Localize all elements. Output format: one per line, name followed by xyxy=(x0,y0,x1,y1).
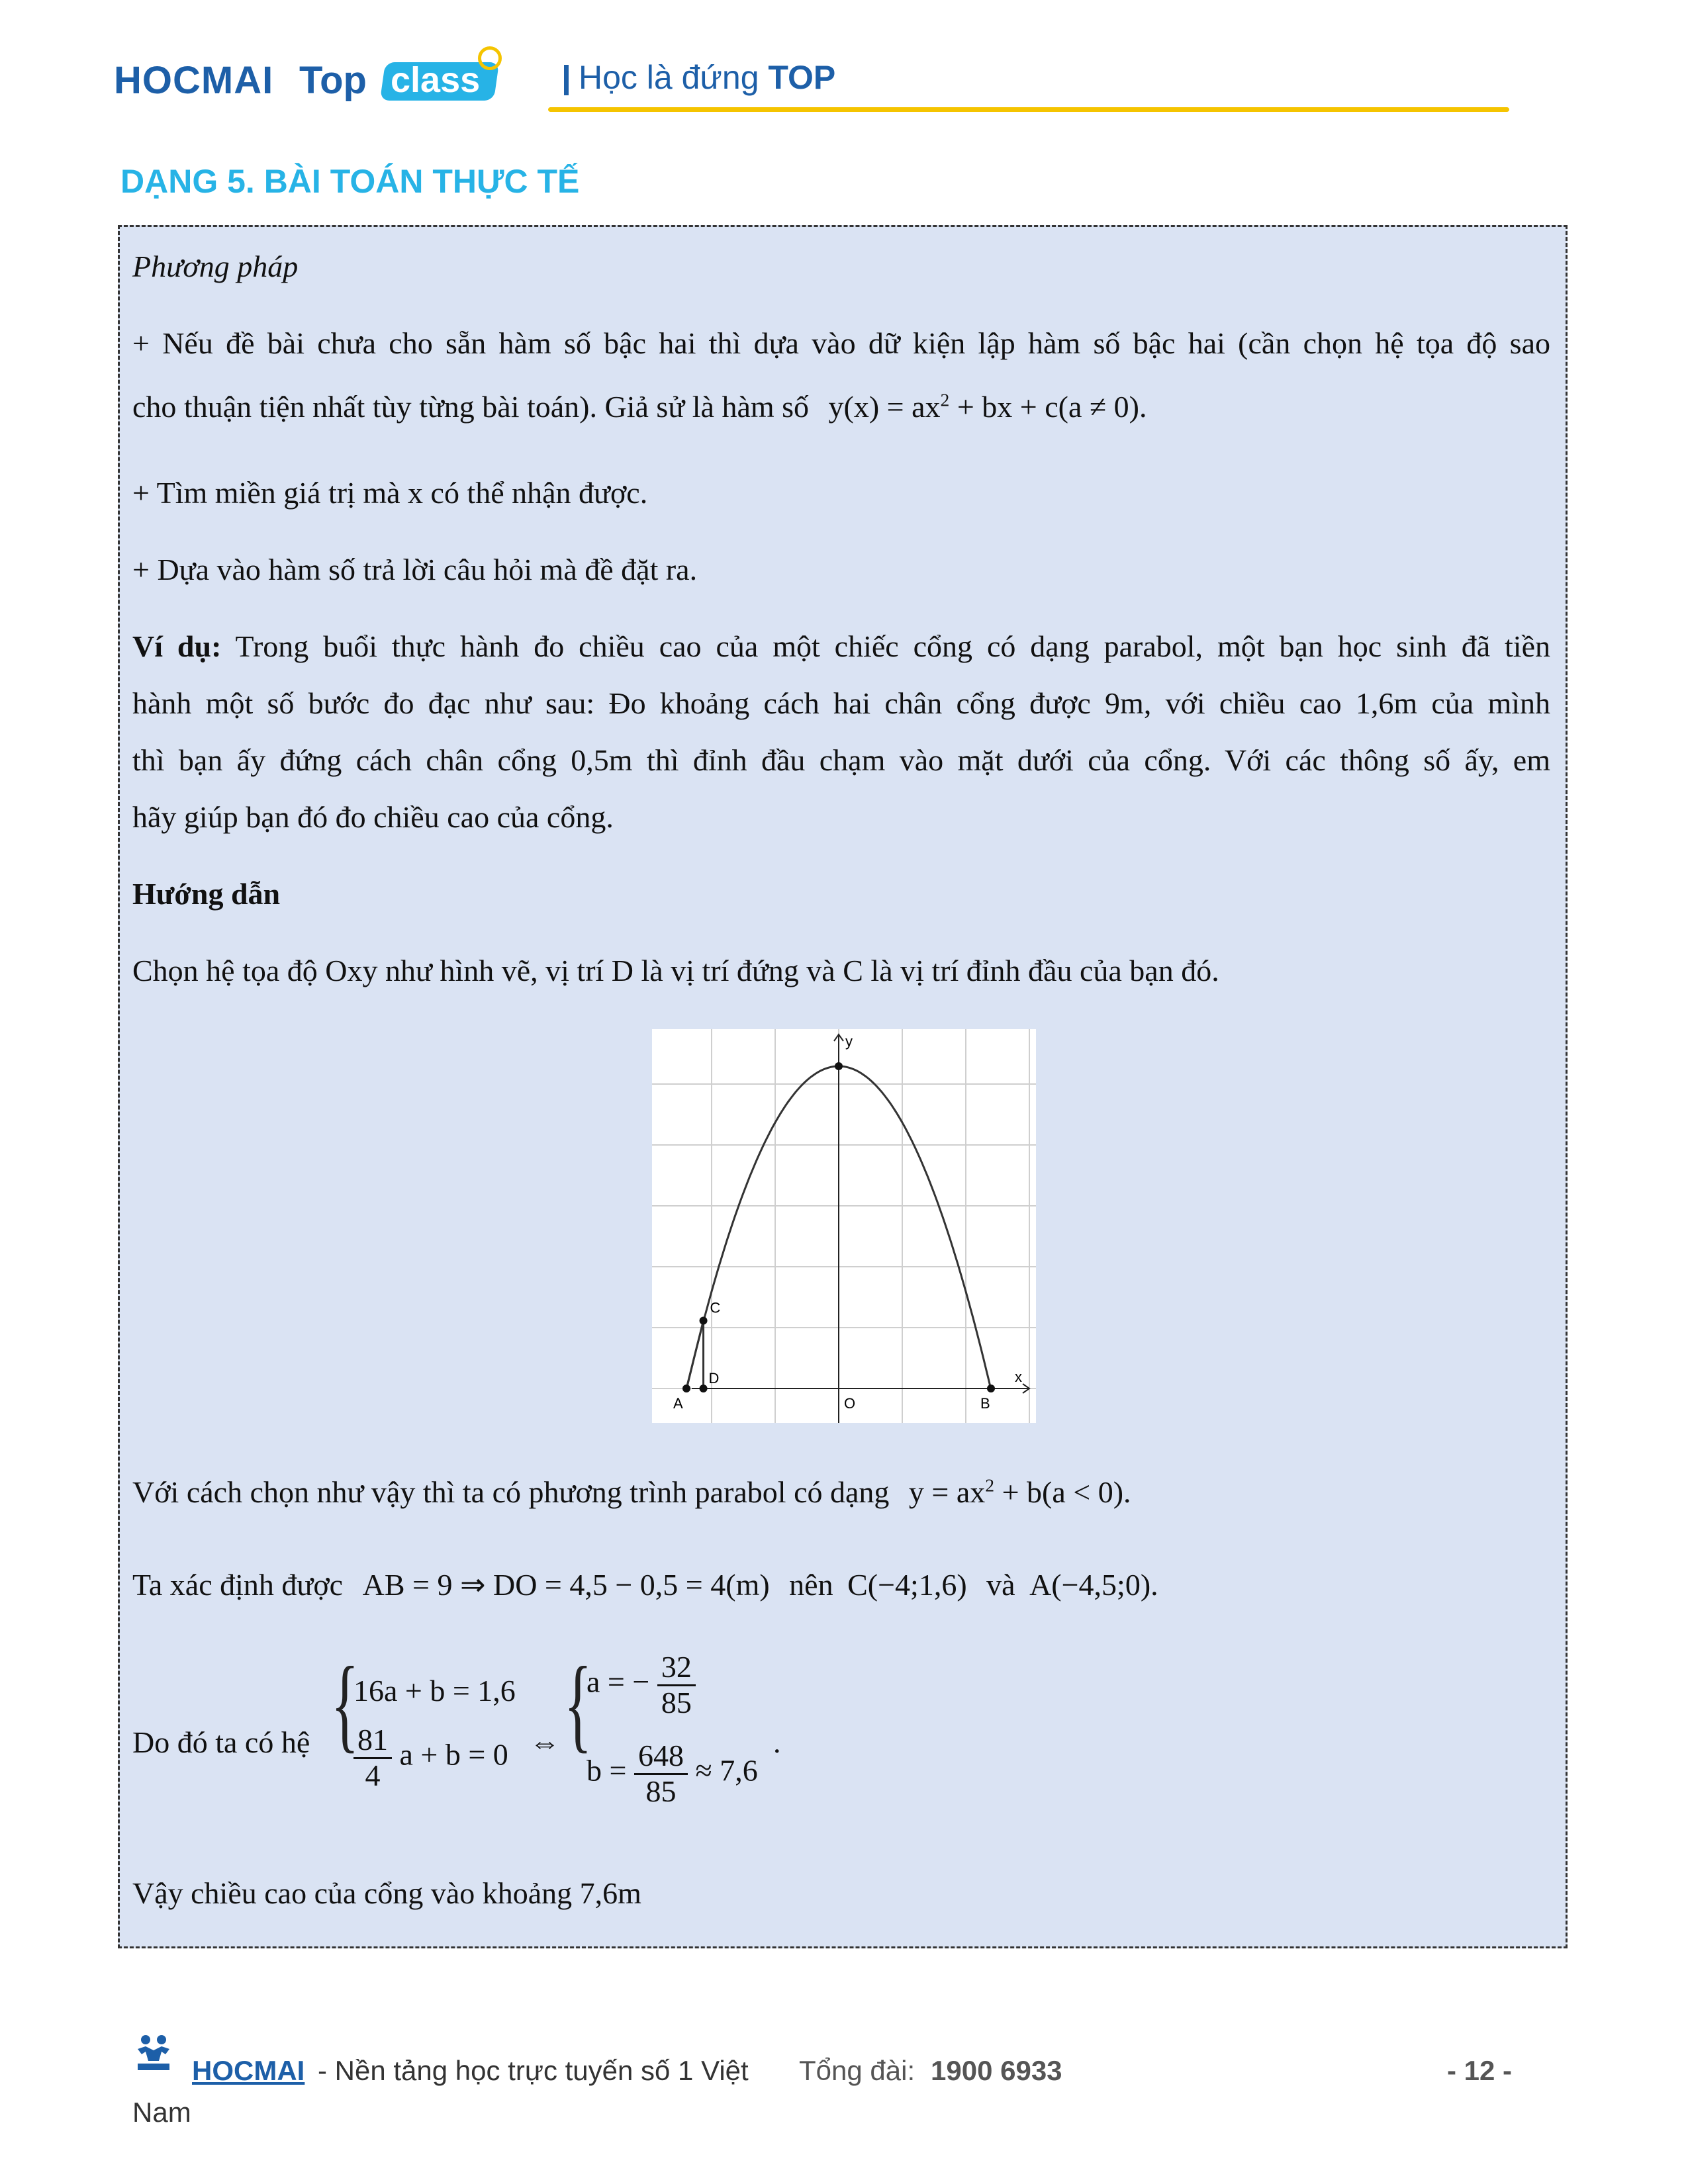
y-axis-label: y xyxy=(845,1033,853,1050)
parabola-formula: $y = ax^2 + b(a < 0)$ xyxy=(908,1475,1124,1509)
footer-hotline-label: Tổng đài: xyxy=(799,2055,915,2086)
section-title: DẠNG 5. BÀI TOÁN THỰC TẾ xyxy=(120,163,580,200)
page-number: - 12 - xyxy=(1447,2055,1513,2086)
point-label-o: O xyxy=(844,1395,856,1412)
header-rule xyxy=(548,107,1509,112)
point-label-b: B xyxy=(980,1395,990,1412)
determine-formula: AB = 9 ⇒ DO = 4,5 − 0,5 = 4(m) xyxy=(362,1568,770,1602)
footer-text: - Nền tảng học trực tuyến số 1 Việt xyxy=(318,2055,749,2086)
footer-text-continued: Nam xyxy=(132,2097,191,2128)
equation-1: 16a + b = 1,6 xyxy=(353,1674,516,1707)
logo-top: Top xyxy=(299,59,367,102)
point-a-coord: A(−4,5;0) xyxy=(1029,1568,1151,1602)
solution-a: a = − $\frac{32}{85}$ xyxy=(586,1651,696,1719)
guide-heading: Hướng dẫn xyxy=(132,877,281,911)
point-label-d: D xyxy=(708,1370,720,1387)
determine-line: Ta xác định được AB = 9 ⇒ DO = 4,5 − 0,5 = 4(m) nên C(−4;1,6) và A(−4,5;0). xyxy=(132,1568,1158,1602)
logo-brand: HOCMAI xyxy=(114,59,274,102)
point-vertex xyxy=(835,1062,843,1070)
system-end: . xyxy=(773,1725,781,1759)
method-p1-line2: cho thuận tiện nhất tùy từng bài toán). Giả sử là hàm số $y(x) = ax^2$ + bx + c(a ≠ 0). xyxy=(132,389,1147,424)
hocmai-footer-logo-icon xyxy=(132,2032,175,2074)
x-axis-label: x xyxy=(1015,1369,1022,1385)
equation-2: $\frac{81}{4}$ a + b = 0 xyxy=(353,1723,508,1792)
example-line2: hành một số bước đo đạc như sau: Đo khoảng cách hai chân cổng được 9m, với chiều cao 1,6m của mình xyxy=(132,686,1550,720)
method-formula: $y(x) = ax^2$ + bx + c(a ≠ 0) xyxy=(828,389,1139,424)
conclusion: Vậy chiều cao của cổng vào khoảng 7,6m xyxy=(132,1876,641,1910)
parabola-form: Với cách chọn như vậy thì ta có phương trình parabol có dạng $y = ax^2 + b(a < 0)$. xyxy=(132,1475,1131,1509)
point-b xyxy=(987,1385,995,1392)
logo-class-text: class xyxy=(391,60,481,100)
point-a xyxy=(682,1385,690,1392)
point-d xyxy=(700,1385,708,1392)
tagline-divider xyxy=(564,65,569,95)
footer-brand-link[interactable]: HOCMAI xyxy=(192,2055,305,2086)
example-line3: thì bạn ấy đứng cách chân cổng 0,5m thì đỉnh đầu chạm vào mặt dưới của cổng. Với các thông số ấy, em xyxy=(132,743,1550,777)
system-label: Do đó ta có hệ xyxy=(132,1725,310,1759)
guide-choose: Chọn hệ tọa độ Oxy như hình vẽ, vị trí D là vị trí đứng và C là vị trí đỉnh đầu của bạn đó. xyxy=(132,954,1219,987)
method-p3: + Dựa vào hàm số trả lời câu hỏi mà đề đặt ra. xyxy=(132,553,698,586)
segment-ac xyxy=(686,1320,704,1388)
logo-sun-icon xyxy=(478,46,502,70)
left-brace-2: { xyxy=(564,1645,592,1762)
point-c xyxy=(700,1316,708,1324)
equivalent-sign: ⇔ xyxy=(530,1725,560,1759)
method-heading: Phương pháp xyxy=(132,250,299,283)
footer-hotline: 1900 6933 xyxy=(931,2055,1062,2086)
graph-grid xyxy=(652,1029,1036,1423)
point-label-a: A xyxy=(673,1395,683,1412)
method-p1-line1: + Nếu đề bài chưa cho sẵn hàm số bậc hai thì dựa vào dữ kiện lập hàm số bậc hai (cần chọn hệ tọa độ sao xyxy=(132,326,1550,360)
solution-b: b = $\frac{648}{85}$ ≈ 7,6 xyxy=(586,1739,758,1808)
parabola-graph xyxy=(652,1029,1036,1423)
tagline: Học là đứng TOP xyxy=(579,59,836,96)
example-line4: hãy giúp bạn đó đo chiều cao của cổng. xyxy=(132,800,614,834)
point-c-coord: C(−4;1,6) xyxy=(847,1568,967,1602)
example-line1: Ví dụ: Trong buổi thực hành đo chiều cao của một chiếc cổng có dạng parabol, một bạn học sinh đã tiền xyxy=(132,629,1551,663)
graph-points xyxy=(673,1062,995,1412)
point-label-c: C xyxy=(710,1299,721,1316)
left-brace-1: { xyxy=(331,1645,359,1762)
method-p2: + Tìm miền giá trị mà x có thể nhận được. xyxy=(132,476,648,510)
